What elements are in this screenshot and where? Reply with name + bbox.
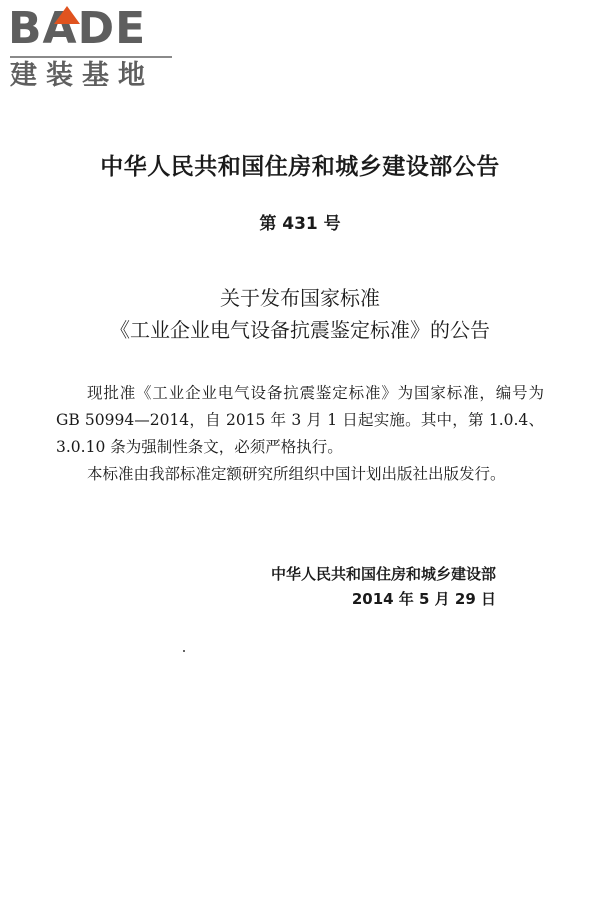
announcement-title: 中华人民共和国住房和城乡建设部公告 xyxy=(100,154,500,180)
logo-brand-text: BADE xyxy=(8,3,147,54)
logo-subtitle: 建装基地 xyxy=(10,60,154,91)
subject-line-1: 关于发布国家标准 xyxy=(220,286,380,310)
logo-accent-triangle-icon xyxy=(54,6,80,24)
body-paragraph-2: 本标准由我部标准定额研究所组织中国计划出版社出版发行。 xyxy=(87,465,506,483)
signature-organization: 中华人民共和国住房和城乡建设部 xyxy=(270,565,496,583)
bade-logo xyxy=(8,4,176,92)
body-paragraph-1: 现批准《工业企业电气设备抗震鉴定标准》为国家标准，编号为GB 50994—2014，自 2015 年 3 月 1 日起实施。其中，第 1.0.4、3.0.10 条为强制性条文，必须严格执行。 xyxy=(56,384,544,456)
announcement-number: 第 431 号 xyxy=(259,214,341,234)
scan-speck xyxy=(183,650,185,652)
announcement-body xyxy=(56,380,544,488)
signature-date: 2014 年 5 月 29 日 xyxy=(351,590,496,608)
subject-line-2: 《工业企业电气设备抗震鉴定标准》的公告 xyxy=(110,318,490,342)
announcement-subject xyxy=(0,282,600,346)
logo-divider xyxy=(10,56,172,58)
